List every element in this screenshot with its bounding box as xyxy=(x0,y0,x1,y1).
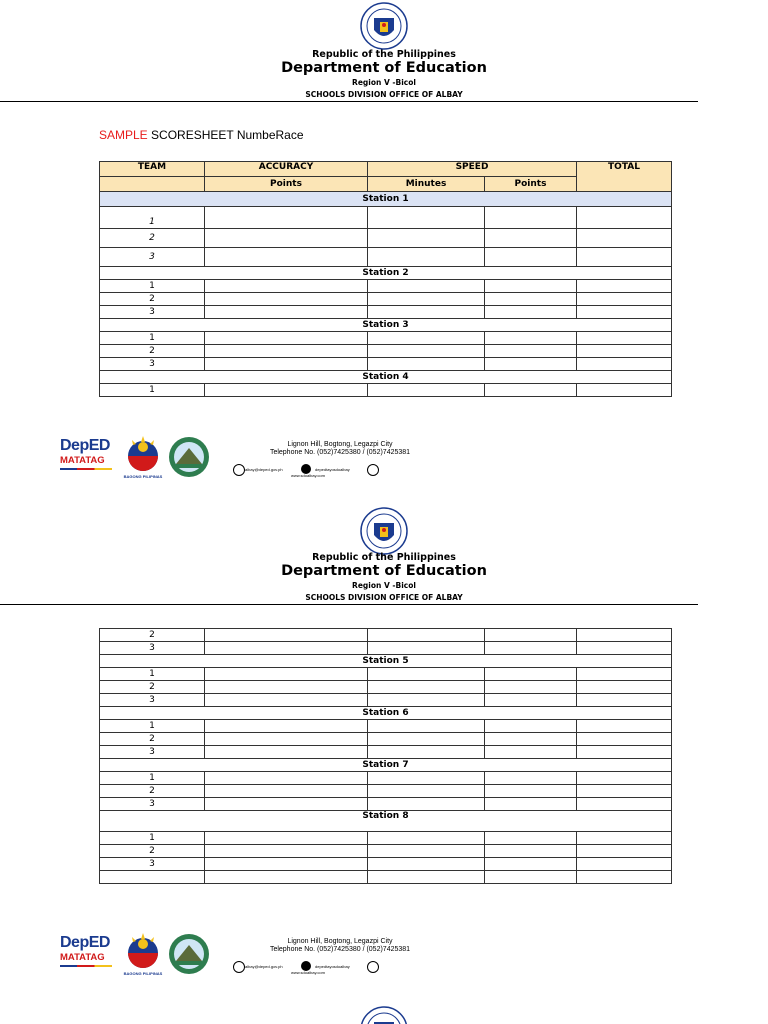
score-cell[interactable] xyxy=(205,280,368,293)
team-cell-empty xyxy=(100,871,205,884)
score-cell[interactable] xyxy=(205,642,368,655)
score-cell[interactable] xyxy=(577,358,672,371)
header-region: Region V -Bicol xyxy=(352,78,416,87)
score-cell[interactable] xyxy=(485,293,577,306)
header-region: Region V -Bicol xyxy=(352,581,416,590)
scoresheet-title xyxy=(99,128,304,142)
page-2 xyxy=(0,503,768,1024)
col-accuracy: ACCURACY xyxy=(205,162,368,177)
score-cell[interactable] xyxy=(577,384,672,397)
header-rule xyxy=(0,604,698,605)
score-cell[interactable] xyxy=(205,694,368,707)
col-team-sub xyxy=(100,177,205,192)
deped-logo-text: DepED xyxy=(60,934,110,951)
score-cell[interactable] xyxy=(577,248,672,267)
team-cell: 2 xyxy=(100,229,205,248)
score-cell[interactable] xyxy=(577,832,672,845)
header-department: Department of Education xyxy=(281,563,487,579)
station-header: Station 4 xyxy=(100,371,672,384)
col-speed-minutes: Minutes xyxy=(368,177,485,192)
team-cell: 2 xyxy=(100,293,205,306)
footer-2 xyxy=(0,931,768,981)
score-cell[interactable] xyxy=(577,798,672,811)
score-cell[interactable] xyxy=(577,845,672,858)
score-cell[interactable] xyxy=(205,798,368,811)
score-cell[interactable] xyxy=(577,229,672,248)
col-speed: SPEED xyxy=(368,162,577,177)
bagong-pilipinas-label: BAGONG PILIPINAS xyxy=(123,971,163,976)
score-cell[interactable] xyxy=(485,746,577,759)
team-cell: 3 xyxy=(100,694,205,707)
matatag-stripe xyxy=(60,965,112,967)
score-cell[interactable] xyxy=(485,642,577,655)
team-cell: 2 xyxy=(100,345,205,358)
bagong-pilipinas-logo xyxy=(120,434,166,482)
footer-facebook[interactable]: depedtayosdoalbay xyxy=(315,964,350,969)
score-cell[interactable] xyxy=(368,668,485,681)
bagong-pilipinas-icon xyxy=(120,931,166,971)
footer-website[interactable]: www.sdoalbay.com xyxy=(291,473,325,478)
score-cell[interactable] xyxy=(485,229,577,248)
matatag-logo-text: MATATAG xyxy=(60,952,105,963)
team-cell: 2 xyxy=(100,629,205,642)
score-cell[interactable] xyxy=(205,248,368,267)
header-division: SCHOOLS DIVISION OFFICE OF ALBAY xyxy=(305,593,463,602)
score-cell[interactable] xyxy=(368,629,485,642)
score-cell[interactable] xyxy=(368,207,485,229)
score-cell[interactable] xyxy=(368,345,485,358)
score-cell[interactable] xyxy=(577,733,672,746)
globe-icon xyxy=(367,961,379,973)
score-cell[interactable] xyxy=(485,785,577,798)
score-cell[interactable] xyxy=(485,332,577,345)
deped-seal-icon xyxy=(360,2,408,50)
score-cell[interactable] xyxy=(368,384,485,397)
sdo-albay-seal-icon xyxy=(168,933,210,975)
score-cell[interactable] xyxy=(205,358,368,371)
score-cell[interactable] xyxy=(368,798,485,811)
score-cell[interactable] xyxy=(205,832,368,845)
score-cell[interactable] xyxy=(205,785,368,798)
station-header: Station 5 xyxy=(100,655,672,668)
score-cell[interactable] xyxy=(205,332,368,345)
station-header: Station 8 xyxy=(100,811,672,832)
team-cell: 1 xyxy=(100,332,205,345)
footer-website[interactable]: www.sdoalbay.com xyxy=(291,970,325,975)
deped-matatag-logo xyxy=(60,438,112,482)
score-cell[interactable] xyxy=(368,746,485,759)
footer-email[interactable]: albay@deped.gov.ph xyxy=(245,467,283,472)
score-cell[interactable] xyxy=(577,280,672,293)
team-cell: 1 xyxy=(100,668,205,681)
score-cell[interactable] xyxy=(205,629,368,642)
score-cell[interactable] xyxy=(205,293,368,306)
score-cell[interactable] xyxy=(205,345,368,358)
score-cell[interactable] xyxy=(368,785,485,798)
score-cell[interactable] xyxy=(485,681,577,694)
team-cell: 3 xyxy=(100,798,205,811)
col-team: TEAM xyxy=(100,162,205,177)
score-cell[interactable] xyxy=(485,207,577,229)
scoresheet-table-2 xyxy=(99,628,672,884)
bagong-pilipinas-label: BAGONG PILIPINAS xyxy=(123,474,163,479)
bagong-pilipinas-icon xyxy=(120,434,166,474)
team-cell: 3 xyxy=(100,858,205,871)
team-cell: 1 xyxy=(100,772,205,785)
score-cell[interactable] xyxy=(205,871,368,884)
score-cell[interactable] xyxy=(205,845,368,858)
deped-matatag-logo xyxy=(60,935,112,979)
col-speed-points: Points xyxy=(485,177,577,192)
deped-logo-text: DepED xyxy=(60,437,110,454)
score-cell[interactable] xyxy=(205,858,368,871)
header-republic: Republic of the Philippines xyxy=(312,552,456,563)
score-cell[interactable] xyxy=(205,384,368,397)
score-cell[interactable] xyxy=(485,280,577,293)
score-cell[interactable] xyxy=(205,681,368,694)
score-cell[interactable] xyxy=(577,293,672,306)
page-1 xyxy=(0,0,768,503)
score-cell[interactable] xyxy=(205,733,368,746)
score-cell[interactable] xyxy=(205,772,368,785)
header-rule xyxy=(0,101,698,102)
scoresheet-table-1 xyxy=(99,161,672,397)
score-cell[interactable] xyxy=(485,629,577,642)
score-cell[interactable] xyxy=(205,746,368,759)
matatag-logo-text: MATATAG xyxy=(60,455,105,466)
score-cell[interactable] xyxy=(485,720,577,733)
station-header: Station 7 xyxy=(100,759,672,772)
score-cell[interactable] xyxy=(577,332,672,345)
score-cell[interactable] xyxy=(577,746,672,759)
score-cell[interactable] xyxy=(368,248,485,267)
score-cell[interactable] xyxy=(368,293,485,306)
col-accuracy-points: Points xyxy=(205,177,368,192)
station-header: Station 6 xyxy=(100,707,672,720)
footer-address: Lignon Hill, Bogtong, Legazpi City xyxy=(287,441,393,448)
team-cell: 2 xyxy=(100,733,205,746)
score-cell[interactable] xyxy=(577,858,672,871)
team-cell: 1 xyxy=(100,720,205,733)
team-cell: 2 xyxy=(100,785,205,798)
score-cell[interactable] xyxy=(577,642,672,655)
bagong-pilipinas-logo xyxy=(120,931,166,979)
footer-telephone: Telephone No. (052)7425380 / (052)7425381 xyxy=(269,946,411,953)
col-total: TOTAL xyxy=(577,162,672,192)
score-cell[interactable] xyxy=(577,720,672,733)
score-cell[interactable] xyxy=(368,642,485,655)
score-cell[interactable] xyxy=(577,668,672,681)
score-cell[interactable] xyxy=(577,207,672,229)
footer-1 xyxy=(0,434,768,484)
footer-email[interactable]: albay@deped.gov.ph xyxy=(245,964,283,969)
score-cell[interactable] xyxy=(368,858,485,871)
score-cell[interactable] xyxy=(577,772,672,785)
team-cell: 1 xyxy=(100,207,205,229)
score-cell[interactable] xyxy=(485,798,577,811)
score-cell[interactable] xyxy=(577,681,672,694)
team-cell: 3 xyxy=(100,306,205,319)
header-division: SCHOOLS DIVISION OFFICE OF ALBAY xyxy=(305,90,463,99)
score-cell[interactable] xyxy=(368,332,485,345)
footer-telephone: Telephone No. (052)7425380 / (052)7425381 xyxy=(269,449,411,456)
team-cell: 3 xyxy=(100,248,205,267)
score-cell[interactable] xyxy=(485,358,577,371)
score-cell[interactable] xyxy=(485,832,577,845)
score-cell[interactable] xyxy=(368,845,485,858)
score-cell[interactable] xyxy=(368,720,485,733)
team-cell: 1 xyxy=(100,280,205,293)
email-icon xyxy=(233,961,245,973)
score-cell[interactable] xyxy=(577,785,672,798)
team-cell: 2 xyxy=(100,845,205,858)
score-cell[interactable] xyxy=(485,871,577,884)
station-header: Station 1 xyxy=(100,192,672,207)
score-cell[interactable] xyxy=(368,358,485,371)
footer-contacts xyxy=(233,961,393,973)
score-cell[interactable] xyxy=(205,720,368,733)
station-header: Station 2 xyxy=(100,267,672,280)
team-cell: 3 xyxy=(100,746,205,759)
team-cell: 2 xyxy=(100,681,205,694)
score-cell[interactable] xyxy=(485,306,577,319)
score-cell[interactable] xyxy=(485,733,577,746)
station-header: Station 3 xyxy=(100,319,672,332)
score-cell[interactable] xyxy=(368,306,485,319)
score-cell[interactable] xyxy=(485,772,577,785)
score-cell[interactable] xyxy=(205,229,368,248)
score-cell[interactable] xyxy=(577,345,672,358)
title-sample: SAMPLE xyxy=(99,128,148,142)
title-rest: SCORESHEET NumbeRace xyxy=(147,128,304,142)
team-cell: 1 xyxy=(100,384,205,397)
deped-seal-icon xyxy=(360,507,408,555)
header-department: Department of Education xyxy=(281,60,487,76)
score-cell[interactable] xyxy=(368,694,485,707)
next-page-seal-icon xyxy=(360,1006,408,1024)
score-cell[interactable] xyxy=(205,207,368,229)
footer-contacts xyxy=(233,464,393,476)
email-icon xyxy=(233,464,245,476)
score-cell[interactable] xyxy=(368,280,485,293)
score-cell[interactable] xyxy=(485,248,577,267)
score-cell[interactable] xyxy=(368,229,485,248)
score-cell[interactable] xyxy=(485,858,577,871)
score-cell[interactable] xyxy=(577,871,672,884)
score-cell[interactable] xyxy=(205,668,368,681)
score-cell[interactable] xyxy=(485,694,577,707)
footer-address: Lignon Hill, Bogtong, Legazpi City xyxy=(287,938,393,945)
score-cell[interactable] xyxy=(368,871,485,884)
matatag-stripe xyxy=(60,468,112,470)
sdo-albay-seal-icon xyxy=(168,436,210,478)
score-cell[interactable] xyxy=(205,306,368,319)
score-cell[interactable] xyxy=(485,668,577,681)
score-cell[interactable] xyxy=(368,681,485,694)
score-cell[interactable] xyxy=(368,832,485,845)
score-cell[interactable] xyxy=(485,345,577,358)
score-cell[interactable] xyxy=(485,384,577,397)
team-cell: 3 xyxy=(100,358,205,371)
globe-icon xyxy=(367,464,379,476)
score-cell[interactable] xyxy=(577,306,672,319)
score-cell[interactable] xyxy=(368,772,485,785)
team-cell: 3 xyxy=(100,642,205,655)
header-republic: Republic of the Philippines xyxy=(312,49,456,60)
score-cell[interactable] xyxy=(577,694,672,707)
footer-facebook[interactable]: depedtayosdoalbay xyxy=(315,467,350,472)
score-cell[interactable] xyxy=(368,733,485,746)
score-cell[interactable] xyxy=(577,629,672,642)
score-cell[interactable] xyxy=(485,845,577,858)
team-cell: 1 xyxy=(100,832,205,845)
